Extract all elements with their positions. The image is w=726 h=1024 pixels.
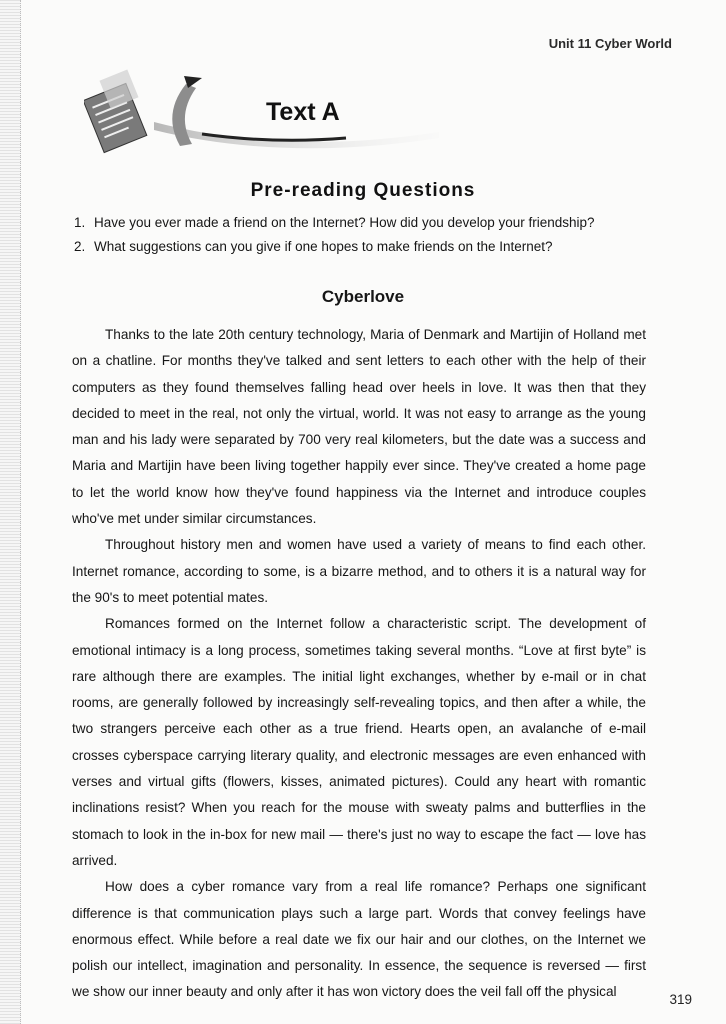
question-text: What suggestions can you give if one hopes to make friends on the Internet?	[94, 239, 553, 254]
running-header: Unit 11 Cyber World	[548, 36, 672, 51]
article-body	[72, 322, 646, 1006]
prereading-question-list	[74, 211, 684, 259]
article-title: Cyberlove	[321, 287, 405, 306]
banner-graphic	[84, 64, 444, 160]
question-number: 2.	[74, 239, 86, 254]
text-a-banner	[84, 64, 444, 160]
page-binding-edge	[0, 0, 21, 1024]
article-paragraph: Romances formed on the Internet follow a characteristic script. The development of emotional intimacy is a long process, sometimes taking several months. “Love at first byte” is rare although there are examples. The initial light exchanges, whether by e-mail or in chat rooms, are generally followed by increasingly self-revealing topics, and then after a while, the two strangers perceive each other as a true friend. Hearts open, an avalanche of e-mail crosses cyberspace carrying literary quality, and electronic messages are even enhanced with verses and virtual gifts (flowers, kisses, animated pictures). Could any heart with romantic inclinations resist? When you reach for the mouse with sweaty palms and butterflies in the stomach to look in the in-box for new mail — there's just no way to escape the fact — love has arrived.	[72, 616, 646, 868]
document-icon	[84, 69, 147, 152]
text-a-title: Text A	[266, 98, 340, 126]
prereading-heading: Pre-reading Questions	[250, 180, 476, 201]
question-number: 1.	[74, 215, 86, 230]
article-paragraph: How does a cyber romance vary from a real life romance? Perhaps one significant difference is that communication plays such a large part. Words that convey feelings have enormous effect. While before a real date we fix our hair and our clothes, on the Internet we polish our intellect, imagination and personality. In essence, the sequence is reversed — first we show our inner beauty and only after it has won victory does the veil fall off the physical	[72, 879, 646, 1000]
page-number: 319	[669, 992, 692, 1007]
article-paragraph: Thanks to the late 20th century technology, Maria of Denmark and Martijin of Holland met on a chatline. For months they've talked and sent letters to each other with the help of their computers as they found themselves falling head over heels in love. It was then that they decided to meet in the real, not only the virtual, world. It was not easy to arrange as the young man and his lady were separated by 700 very real kilometers, but the date was a success and Maria and Martijin have been living together happily ever since. They've created a home page to let the world know how they've found happiness via the Internet and introduce couples who've met under similar circumstances.	[72, 327, 646, 527]
question-item	[74, 211, 684, 235]
question-item	[74, 235, 684, 259]
question-text: Have you ever made a friend on the Internet? How did you develop your friendship?	[94, 215, 595, 230]
article-paragraph: Throughout history men and women have used a variety of means to find each other. Internet romance, according to some, is a bizarre method, and to others it is a natural way for the 90's to meet potential mates.	[72, 537, 646, 605]
